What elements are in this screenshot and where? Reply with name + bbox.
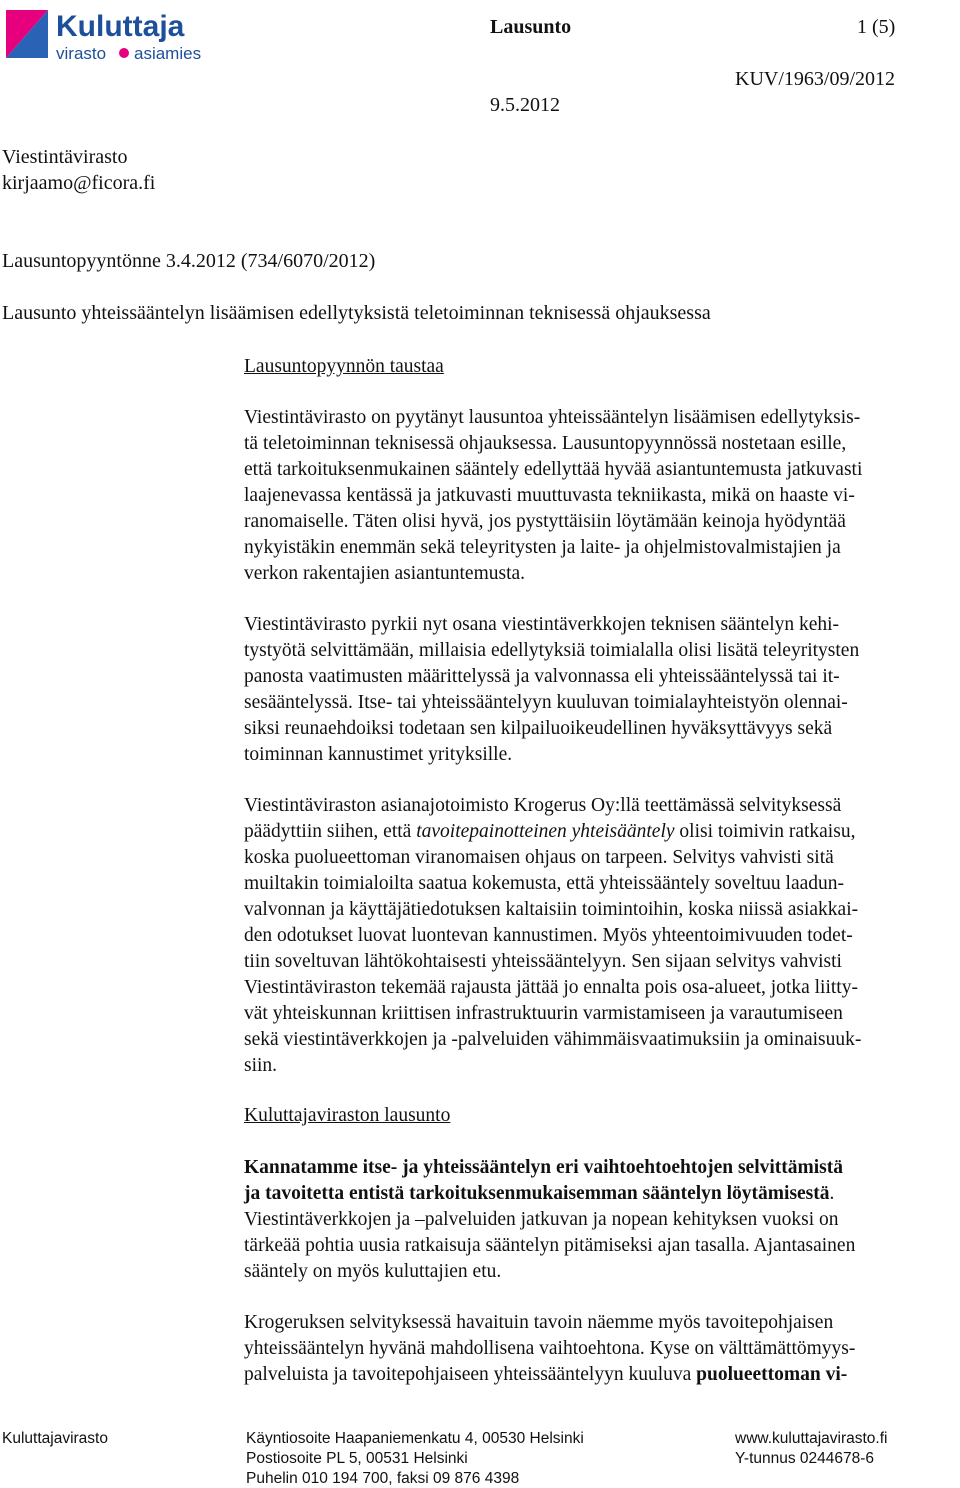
- text-line: tystyötä selvittämään, millaisia edellytyksiä toimialalla olisi lisätä teleyritysten: [244, 640, 860, 661]
- logo-mark: [0, 6, 210, 68]
- text-line: panosta vaatimusten määrittelyssä ja valvonnassa eli yhteissääntelyssä tai it-: [244, 666, 840, 687]
- text-line: yhteissääntelyn hyvänä mahdollisena vaihtoehtona. Kyse on välttämättömyys-: [244, 1338, 856, 1359]
- paragraph-background: [244, 405, 956, 587]
- request-reference: Lausuntopyyntönne 3.4.2012 (734/6070/2012): [2, 250, 376, 272]
- text-line: verkon rakentajien asiantuntemusta.: [244, 563, 526, 584]
- text-line: tiin soveltuvan lähtökohtaisesti yhteissääntelyyn. Sen sijaan selvitys vahvisti: [244, 951, 842, 972]
- recipient-name: Viestintävirasto: [2, 146, 128, 168]
- document-date: 9.5.2012: [490, 94, 560, 116]
- logo-dot: [119, 48, 129, 58]
- text-line: Viestintäverkkojen ja –palveluiden jatkuvan ja nopean kehityksen vuoksi on: [244, 1209, 839, 1230]
- text-line: siin.: [244, 1055, 278, 1076]
- footer-visit-address: Käyntiosoite Haapaniemenkatu 4, 00530 Helsinki: [246, 1430, 584, 1447]
- text-line: sesääntelyssä. Itse- tai yhteissääntelyyn kuuluvan toimialayhteistyön olennai-: [244, 692, 848, 713]
- text-line: tä teletoiminnan teknisessä ohjauksessa. Lausuntopyynnössä nostetaan esille,: [244, 433, 847, 454]
- text-line: valvonnan ja käyttäjätiedotuksen kaltaisiin toimintoihin, koska niissä asiakkai-: [244, 899, 859, 920]
- text-line: Krogeruksen selvityksessä havaituin tavoin näemme myös tavoitepohjaisen: [244, 1312, 834, 1333]
- logo-virasto: virasto: [56, 44, 107, 63]
- text-line: ranomaiselle. Täten olisi hyvä, jos pystyttäisiin löytämään keinoja hyödyntää: [244, 511, 846, 532]
- footer-org: Kuluttajavirasto: [2, 1430, 108, 1447]
- paragraph-goal-based: [244, 1310, 956, 1388]
- text-line: sääntely on myös kuluttajien etu.: [244, 1261, 502, 1282]
- section-heading-background: Lausuntopyynnön taustaa: [244, 356, 444, 377]
- section-heading-statement: Kuluttajaviraston lausunto: [244, 1105, 451, 1126]
- text-segment: .: [829, 1183, 835, 1204]
- emphasis-text: tavoitepainotteinen yhteisääntely: [416, 821, 675, 842]
- text-line: muiltakin toimialoilta saatua kokemusta, että yhteissääntely soveltuu laadun-: [244, 873, 845, 894]
- text-line: [244, 1181, 956, 1207]
- text-line: vät yhteiskunnan kriittisen infrastruktuurin varmistamiseen ja varautumiseen: [244, 1003, 843, 1024]
- text-line: sekä viestintäverkkojen ja -palveluiden vähimmäisvaatimuksiin ja ominaisuuk-: [244, 1029, 862, 1050]
- subject-line: Lausunto yhteissääntelyn lisäämisen edellytyksistä teletoiminnan teknisessä ohjauksessa: [2, 302, 711, 324]
- text-line: Viestintävirasto pyrkii nyt osana viestintäverkkojen teknisen sääntelyn kehi-: [244, 614, 840, 635]
- text-segment: olisi toimivin ratkaisu,: [674, 821, 856, 842]
- logo-name: Kuluttaja: [56, 10, 185, 43]
- text-line: toiminnan kannustimet yrityksille.: [244, 744, 513, 765]
- text-line: koska puolueettoman viranomaisen ohjaus on tarpeen. Selvitys vahvisti sitä: [244, 847, 834, 868]
- text-line: Kannatamme itse- ja yhteissääntelyn eri vaihtoehtoehtojen selvittämistä: [244, 1157, 844, 1178]
- footer-website: www.kuluttajavirasto.fi: [735, 1430, 888, 1447]
- recipient-email: kirjaamo@ficora.fi: [2, 172, 156, 194]
- bold-text: ja tavoitetta entistä tarkoituksenmukaisemman sääntelyn löytämisestä: [244, 1183, 830, 1204]
- text-line: Viestintäviraston tekemää rajausta jättää jo ennalta pois osa-alueet, jotka liitty-: [244, 977, 858, 998]
- text-line: [244, 1362, 956, 1388]
- text-line: [244, 819, 956, 845]
- text-line: nykyistäkin enemmän sekä teleyritysten ja laite- ja ohjelmistovalmistajien ja: [244, 537, 841, 558]
- text-line: laajenevassa kentässä ja jatkuvasti muuttuvasta tekniikasta, mikä on haaste vi-: [244, 485, 855, 506]
- text-line: Viestintäviraston asianajotoimisto Krogerus Oy:llä teettämässä selvityksessä: [244, 795, 842, 816]
- text-line: että tarkoituksenmukainen sääntely edellyttää hyvää asiantuntemusta jatkuvasti: [244, 459, 863, 480]
- text-line: siksi reunaehdoiksi todetaan sen kilpailuoikeudellinen hyväksyttävyys sekä: [244, 718, 833, 739]
- text-line: tärkeää pohtia uusia ratkaisuja sääntelyn pitämiseksi ajan tasalla. Ajantasainen: [244, 1235, 856, 1256]
- text-line: Viestintävirasto on pyytänyt lausuntoa yhteissääntelyn lisäämisen edellytyksis-: [244, 407, 861, 428]
- text-segment: päädyttiin siihen, että: [244, 821, 417, 842]
- logo-asiamies: asiamies: [134, 44, 202, 63]
- document-type: Lausunto: [490, 16, 572, 38]
- page-number: 1 (5): [857, 16, 896, 38]
- text-line: den odotukset luovat luontevan kannustimen. Myös yhteentoimivuuden todet-: [244, 925, 853, 946]
- footer-post-address: Postiosoite PL 5, 00531 Helsinki: [246, 1450, 468, 1467]
- paragraph-krogerus: [244, 793, 956, 1079]
- footer-phone: Puhelin 010 194 700, faksi 09 876 4398: [246, 1470, 520, 1487]
- reference-number: KUV/1963/09/2012: [735, 68, 895, 90]
- paragraph-scope: [244, 612, 956, 768]
- text-segment: palveluista ja tavoitepohjaiseen yhteissääntelyyn kuuluva: [244, 1364, 697, 1385]
- kuluttajavirasto-logo: [0, 6, 210, 68]
- footer-business-id: Y-tunnus 0244678-6: [735, 1450, 875, 1467]
- paragraph-statement: [244, 1155, 956, 1285]
- bold-text: puolueettoman vi-: [696, 1364, 848, 1385]
